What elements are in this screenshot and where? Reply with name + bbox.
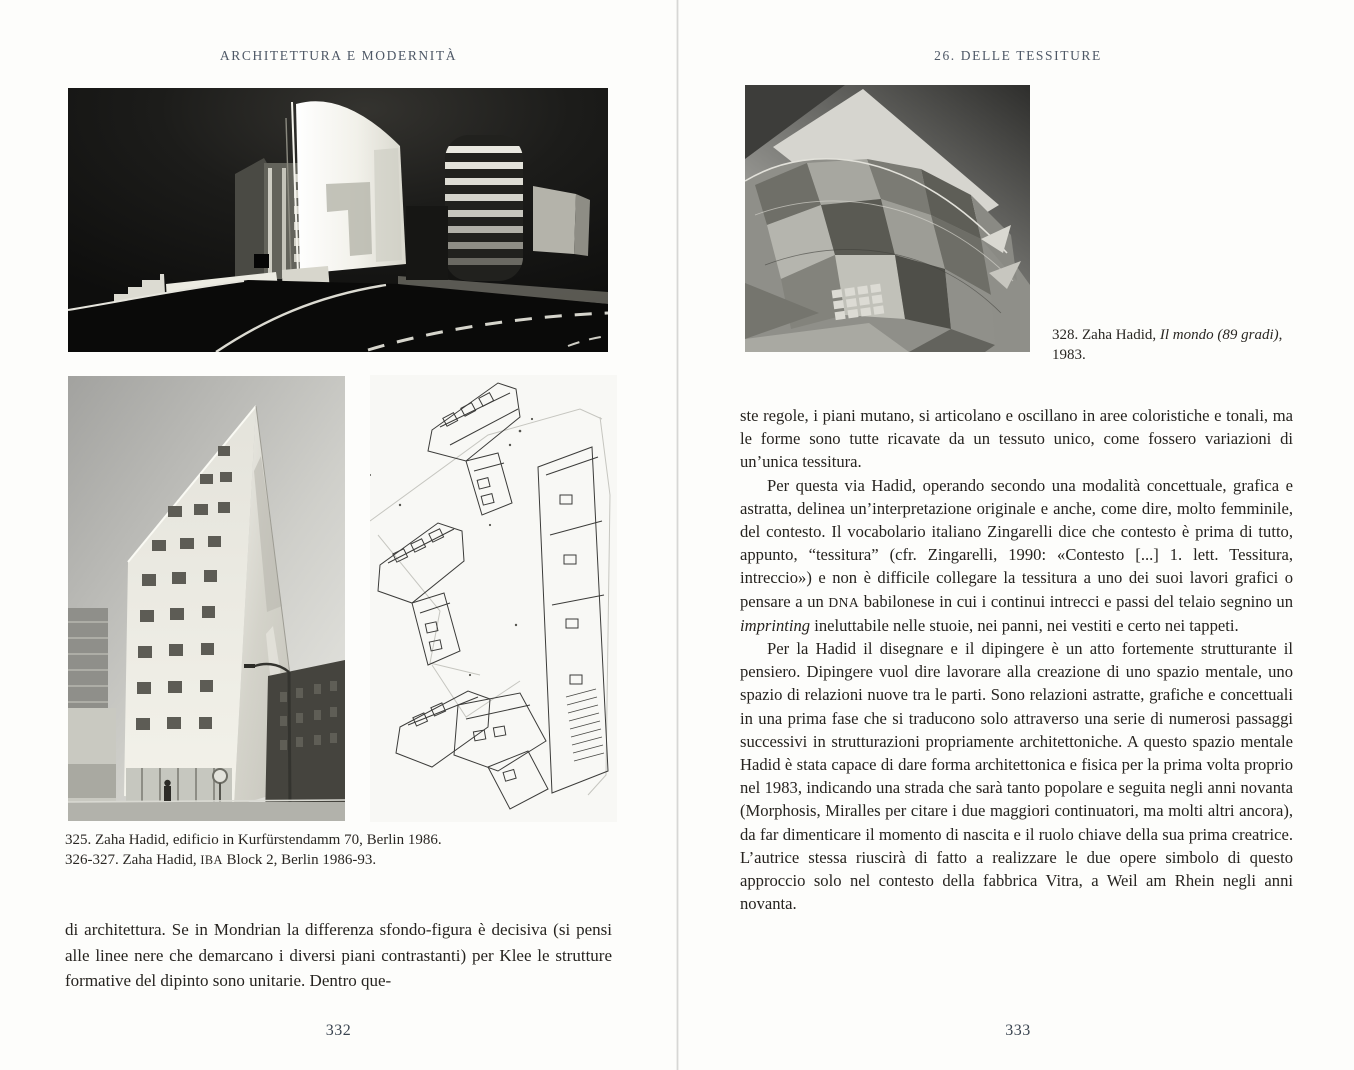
smallcaps-iba: IBA [200, 852, 223, 867]
caption-328: 328. Zaha Hadid, Il mondo (89 gradi), 1983. [1052, 327, 1283, 363]
building-photo-illustration [68, 376, 345, 821]
right-page-number: 333 [1005, 1022, 1031, 1039]
figure-326-building-photo [68, 376, 345, 821]
figure-327-plan-drawing [370, 375, 617, 822]
night-street-illustration [68, 88, 608, 352]
caption-328-title-italic: Il mondo (89 gradi) [1159, 327, 1279, 343]
paragraph-1: ste regole, i piani mutano, si articolano e oscillano in aree coloristiche e tonali, ma le forme sono tutte ricavate da un tessuto unico, come fossero variazioni di un’unica tessitura. [740, 406, 1293, 472]
figure-328-painting [745, 85, 1030, 352]
figure-325-night-rendering [68, 88, 608, 352]
paragraph-3: Per la Hadid il disegnare e il dipingere è un atto fortemente strutturante il pensiero. Dipingere vuol dire lavorare alla creazione di uno spazio mentale, uno spazio di relazioni nuove tra le parti. Sono relazioni astratte, grafiche e concettuali in una prima fase che si traducono solo attraverso una serie di numerosi passaggi successivi in strutturazioni propriamente architettoniche. A questo spazio mentale Hadid è stata capace di dare forma architettonica e fisica per la prima volta proprio nel 1983, indicando una strada che sarà tanto popolare e seguita negli anni novanta (Morphosis, Miralles per citare i due maggiori continuatori, ma molti altri ancora), da far dimenticare il momento di nascita e il ruolo chiave della sua prima creatrice. L’autrice stessa riuscirà di fatto a realizzare le due opere simbolo di questo approccio solo nel contesto della fabbrica Vitra, a Weil am Rhein negli anni novanta. [740, 639, 1293, 914]
paragraph-2: Per questa via Hadid, operando secondo una modalità concettuale, grafica e astratta, delinea un’interpretazione originale e anche, come dire, molto femminile, del contesto. Il vocabolario italiano Zingarelli dice che contesto è prima di tutto, appunto, “tessitura” (cfr. Zingarelli, 1990: «Contesto [...] 1. lett. Tessitura, intreccio») e non è difficile collegare la tessitura a uno dei suoi lavori grafici o pensare a un DNA babilonese in cui i continui intrecci e passi del telaio segnino un imprinting ineluttabile nelle stuoie, nei panni, nei vestiti e certo nei tappeti. [740, 475, 1294, 635]
right-body-text [740, 404, 1293, 915]
left-body-paragraph: di architettura. Se in Mondrian la differenza sfondo-figura è decisiva (si pensi alle linee nere che demarcano i diversi piani contrastanti) per Klee le strutture formative del dipinto sono unitarie. Dentro que- [65, 920, 612, 990]
left-page-number: 332 [325, 1022, 352, 1039]
left-figure-captions [65, 831, 612, 870]
left-running-header: ARCHITETTURA E MODERNITÀ [219, 48, 458, 63]
italic-imprinting: imprinting [740, 615, 811, 635]
caption-325: 325. Zaha Hadid, edificio in Kurfürstendamm 70, Berlin 1986. [65, 832, 442, 848]
page-gutter-divider [676, 0, 679, 1070]
plan-drawing-illustration [370, 375, 617, 822]
smallcaps-dna: DNA [828, 594, 860, 610]
abstract-painting-illustration [745, 85, 1030, 352]
right-running-header: 26. DELLE TESSITURE [934, 48, 1102, 63]
caption-326-327: 326-327. Zaha Hadid, IBA Block 2, Berlin 1986-93. [65, 851, 377, 868]
